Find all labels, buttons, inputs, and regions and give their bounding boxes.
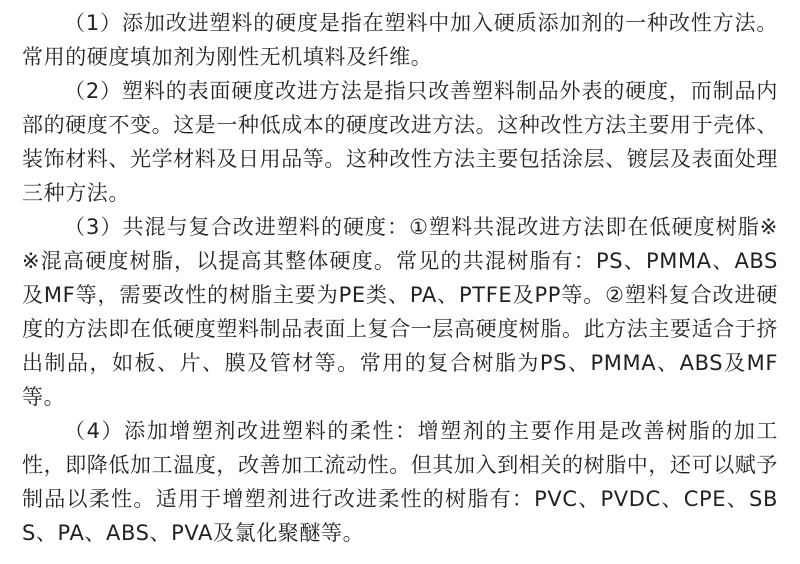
paragraph-2: （2）塑料的表面硬度改进方法是指只改善塑料制品外表的硬度，而制品内部的硬度不变。这是一种低成本的硬度改进方法。这种改性方法主要用于壳体、装饰材料、光学材料及日用品等。这种改性方法主要包括涂层、镀层及表面处理三种方法。 <box>22 79 778 205</box>
paragraph-4: （4）添加增塑剂改进塑料的柔性：增塑剂的主要作用是改善树脂的加工性，即降低加工温度，改善加工流动性。但其加入到相关的树脂中，还可以赋予制品以柔性。适用于增塑剂进行改进柔性的树脂有：PVC、PVDC、CPE、SBS、PA、ABS、PVA及氯化聚醚等。 <box>22 419 778 545</box>
paragraph-1: （1）添加改进塑料的硬度是指在塑料中加入硬质添加剂的一种改性方法。常用的硬度填加剂为刚性无机填料及纤维。 <box>22 11 778 69</box>
paragraph-3: （3）共混与复合改进塑料的硬度：①塑料共混改进方法即在低硬度树脂※※混高硬度树脂，以提高其整体硬度。常见的共混树脂有：PS、PMMA、ABS及MF等，需要改性的树脂主要为PE类、PA、PTFE及PP等。②塑料复合改进硬度的方法即在低硬度塑料制品表面上复合一层高硬度树脂。此方法主要适合于挤出制品，如板、片、膜及管材等。常用的复合树脂为PS、PMMA、ABS及MF等。 <box>22 215 778 409</box>
